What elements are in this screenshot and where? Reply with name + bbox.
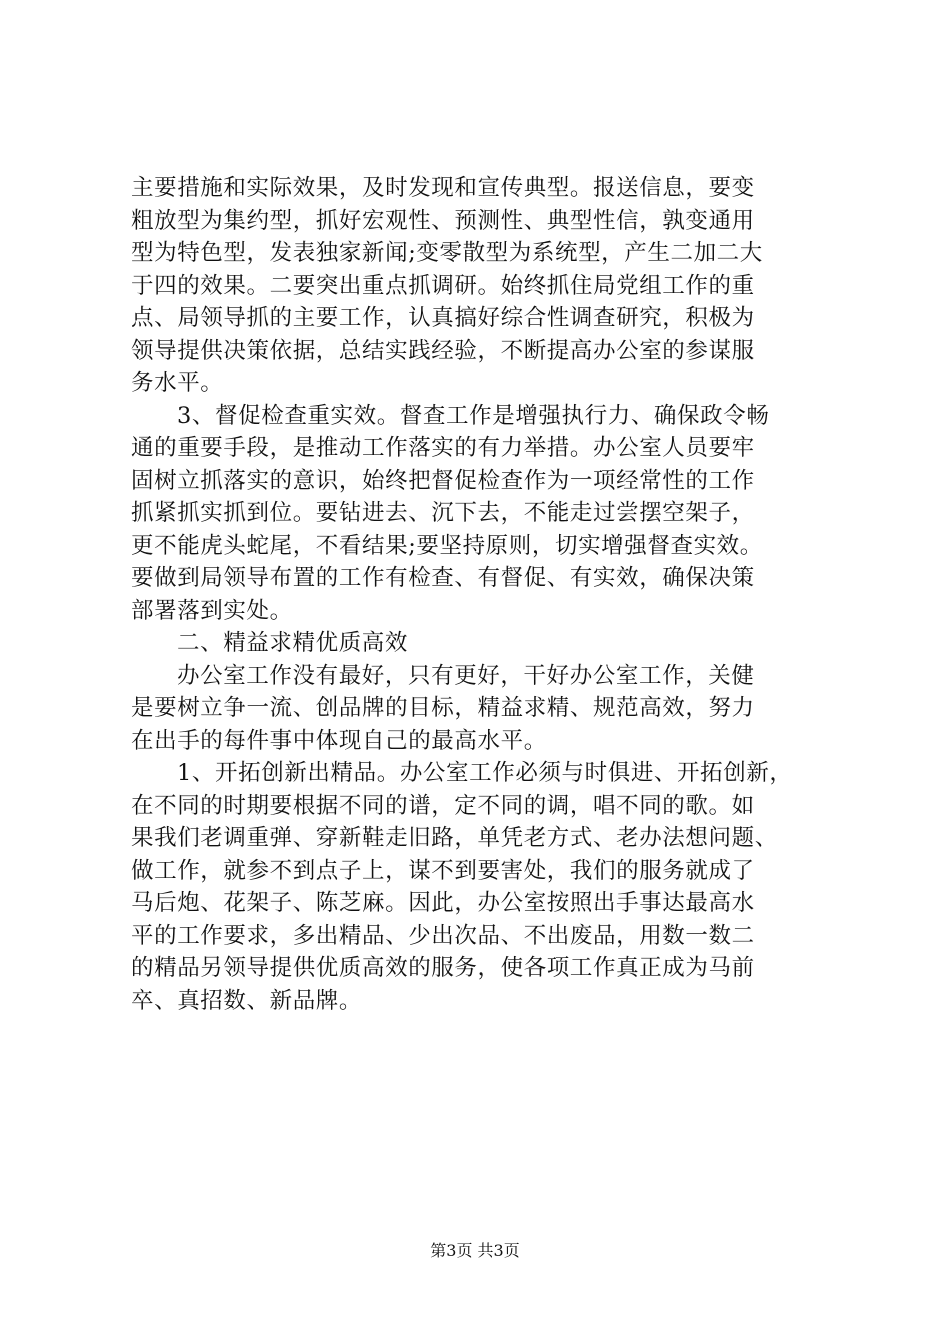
- text-line: 更不能虎头蛇尾，不看结果;要坚持原则，切实增强督查实效。: [131, 532, 763, 559]
- text-line: 的精品另领导提供优质高效的服务，使各项工作真正成为马前: [131, 955, 755, 981]
- text-line: 通的重要手段，是推动工作落实的有力举措。办公室人员要牢: [131, 435, 755, 461]
- text-line: 抓紧抓实抓到位。要钻进去、沉下去，不能走过尝摆空架子，: [131, 500, 755, 526]
- text-line: 二、精益求精优质高效: [177, 630, 409, 656]
- text-line: 在出手的每件事中体现自己的最高水平。: [131, 727, 547, 754]
- text-line: 果我们老调重弹、穿新鞋走旧路，单凭老方式、老办法想问题、: [131, 825, 778, 851]
- text-line: 在不同的时期要根据不同的谱，定不同的调，唱不同的歌。如: [131, 792, 755, 819]
- text-line: 粗放型为集约型，抓好宏观性、预测性、典型性信，孰变通用: [131, 207, 755, 234]
- text-line: 要做到局领导布置的工作有检查、有督促、有实效，确保决策: [131, 565, 755, 591]
- text-line: 型为特色型，发表独家新闻;变零散型为系统型，产生二加二大: [131, 240, 763, 266]
- text-line: 于四的效果。二要突出重点抓调研。始终抓住局党组工作的重: [131, 272, 755, 299]
- page-footer: 第3页 共3页: [430, 1241, 520, 1260]
- text-line: 是要树立争一流、创品牌的目标，精益求精、规范高效，努力: [131, 695, 755, 721]
- text-line: 卒、真招数、新品牌。: [131, 987, 363, 1014]
- text-line: 马后炮、花架子、陈芝麻。因此，办公室按照出手事达最高水: [131, 890, 755, 916]
- text-line: 点、局领导抓的主要工作，认真搞好综合性调查研究，积极为: [131, 305, 755, 331]
- text-line: 固树立抓落实的意识，始终把督促检查作为一项经常性的工作: [131, 467, 755, 494]
- text-line: 办公室工作没有最好，只有更好，干好办公室工作，关健: [177, 662, 755, 689]
- text-line: 领导提供决策依据，总结实践经验，不断提高办公室的参谋服: [131, 337, 755, 364]
- text-line: 3、督促检查重实效。督查工作是增强执行力、确保政令畅: [177, 402, 770, 429]
- text-line: 主要措施和实际效果，及时发现和宣传典型。报送信息，要变: [131, 175, 755, 201]
- text-line: 1、开拓创新出精品。办公室工作必须与时俱进、开拓创新，: [177, 760, 793, 786]
- text-line: 务水平。: [131, 370, 224, 396]
- text-line: 平的工作要求，多出精品、少出次品、不出废品，用数一数二: [131, 922, 755, 949]
- text-line: 做工作，就参不到点子上，谋不到要害处，我们的服务就成了: [131, 857, 755, 884]
- text-line: 部署落到实处。: [131, 597, 293, 624]
- body-text: [131, 172, 831, 1017]
